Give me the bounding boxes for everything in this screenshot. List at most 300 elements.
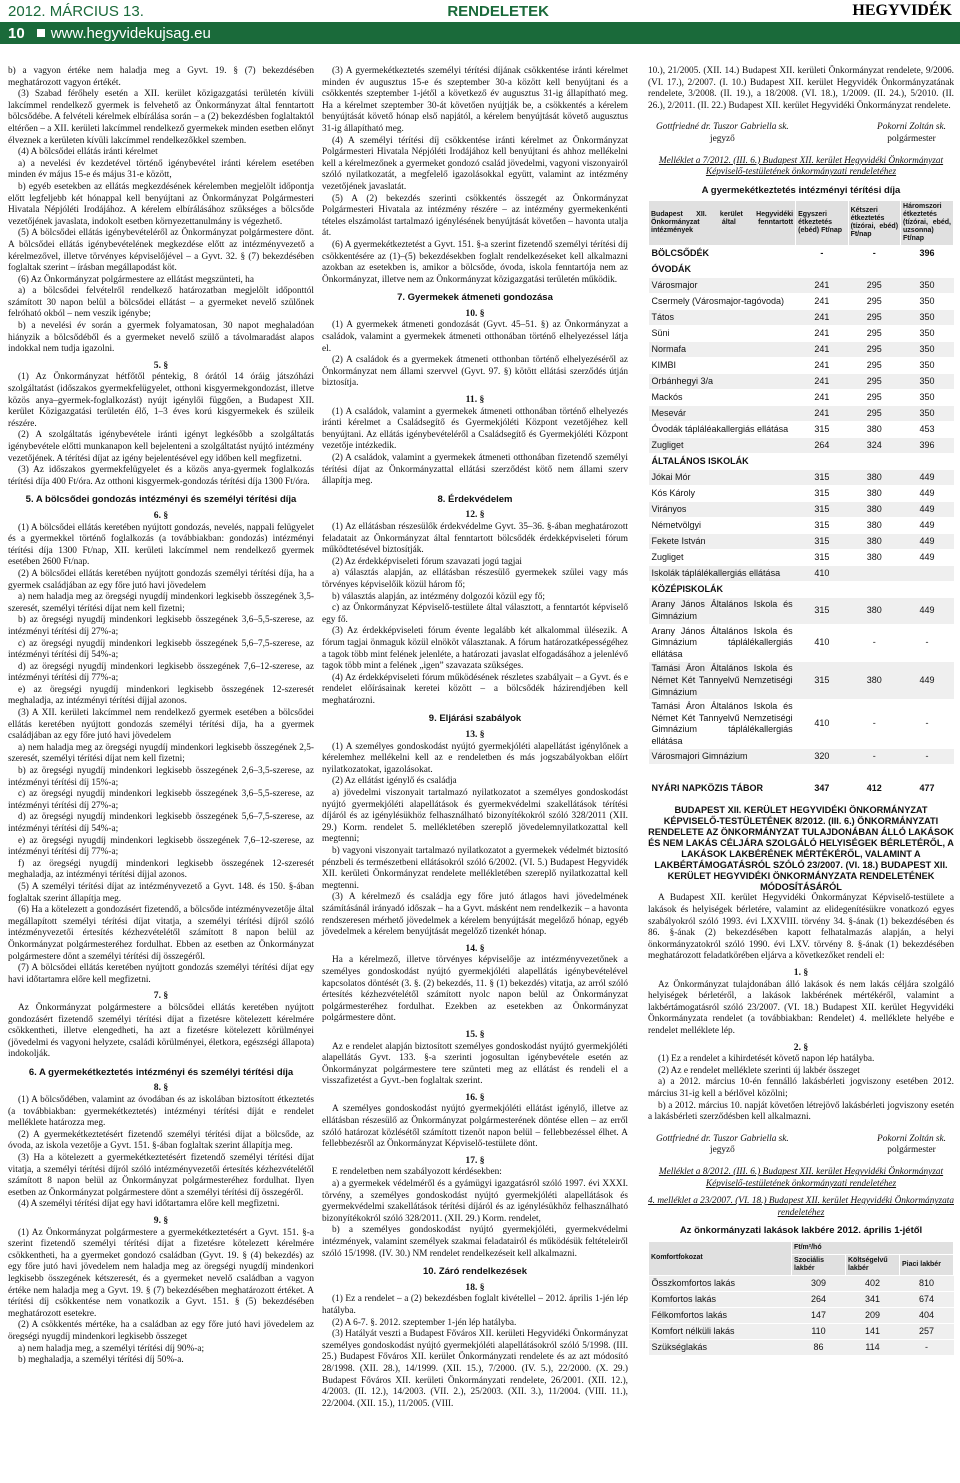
cell-value: 350 <box>901 326 954 342</box>
decree-title: BUDAPEST XII. KERÜLET HEGYVIDÉKI ÖNKORMÁNYZAT KÉPVISELŐ-TESTÜLETÉNEK 8/2012. (III. 6.) ÖNKORMÁNYZATI RENDELETE AZ ÖNKORMÁNYZAT TULAJDONÁBAN ÁLLÓ LAKÁSOK ÉS NEM LAKÁS CÉLJÁRA SZOLGÁLÓ HELYISÉGEK BÉRLETÉRŐL, A LAKÁSOK LAKBÉRÉNEK MÉRTÉKÉRŐL, VALAMINT A LAKBÉRTÁMOGATÁSRÓL SZÓLÓ 23/2007. (VI. 18.) BUDAPEST XII. KERÜLET HEGYVIDÉKI ÖNKORMÁNYZATA RENDELETÉNEK MÓDOSÍTÁSÁRÓL <box>648 805 954 893</box>
cell-value: 350 <box>901 374 954 390</box>
row-label: Tátos <box>649 310 796 326</box>
paragraph: Az Önkormányzat tulajdonában álló lakások és nem lakás céljára szolgáló helyiségek bérletéről, a lakások lakbérének mértékéről, valamint a lakbértámogatásról szóló 23/2007. (VI. 18.) Budapest XII. kerület Hegyvidéki Önkormányzata rendelet (a továbbiakban: Rendelet) 4. melléklete helyébe e rendelet melléklete lép. <box>648 979 954 1036</box>
cell-value: 412 <box>848 781 900 797</box>
notary-name: Gottfriedné dr. Tuszor Gabriella sk. <box>656 1133 789 1144</box>
paragraph: (3) A gyermekétkeztetés személyi térítési díjának csökkentése iránti kérelmet minden év augusztus 15-e és szeptember 30-a között kell benyújtani és a csökkentés szeptember 1-jétől a következő év augusztus 31-ig állapítható meg. Ha a kérelmet szeptember 30-át követően nyújtják be, a csökkentés a kérelem benyújtását követő hónap első napjától, a kérelem benyújtását követő augusztus 31-ig állapítható meg. <box>322 66 628 134</box>
paragraph: (2) Az e rendelet melléklete szerinti új lakbér összeget <box>658 1065 860 1076</box>
paragraph: b) a nevelési év során a gyermek folyamatosan, 30 napot meghaladóan hiányzik a bölcsődéből és a gyermeket nevelő szülő a távolmaradást alapos indokkal nem tudja igazolni. <box>8 321 314 355</box>
cell-value: 295 <box>848 342 900 358</box>
section-number: 12. § <box>465 509 485 521</box>
cell-value: 315 <box>796 502 848 518</box>
cell-value: 449 <box>901 502 954 518</box>
section-number: 18. § <box>465 1281 485 1293</box>
cell-value: - <box>901 749 954 765</box>
chapter-heading: 9. Eljárási szabályok <box>428 713 522 725</box>
paragraph: (5) A (2) bekezdés szerinti csökkentés összegét az Önkormányzat Polgármesteri Hivatala az intézmény részére – az intézmény gyermekenkénti tételes elszámolást tartalmazó igénylésének benyújtását követően – havonta utalja át. <box>322 193 628 239</box>
cell-value: 241 <box>796 326 848 342</box>
row-label: Félkomfortos lakás <box>649 1307 792 1323</box>
paragraph: Ha a kérelmező, illetve törvényes képviselője az intézményvezetőnek a személyes gondoskodást nyújtó gyermekjóléti alapellátás igénybevételével kapcsolatos döntését (3. §. (2) bekezdés, 11. § (1) bekezdés) vitatja, az arról szóló értesítés kézhezvételétől számított nyolc napon belül az Önkormányzat polgármesteréhez fordulhat. Ezekben az esetekben az Önkormányzat polgármestere dönt. <box>322 955 628 1024</box>
row-label: KIMBI <box>649 358 796 374</box>
cell-value: 380 <box>848 470 900 486</box>
row-label <box>649 765 796 781</box>
cell-value <box>796 262 848 278</box>
paragraph: b) a 2012. március 10. napját követően létrejövő lakásbérleti jogviszony esetén a lakásbérleti szerződésben kell alkalmazni. <box>648 1100 954 1123</box>
table-row <box>649 566 954 582</box>
paragraph: (1) A bölcsődében, valamint az óvodában és az iskolában biztosított étkeztetés (a továbbiakban: gyermekétkeztetés) intézményi térítési díját e rendelet melléklete határozza meg. <box>8 1095 314 1129</box>
row-label: Komfort nélküli lakás <box>649 1323 792 1339</box>
cell-value: 810 <box>900 1275 954 1291</box>
paragraph: a) nem haladja meg, a személyi térítési díj 90%-a; <box>18 1343 205 1354</box>
chapter-heading: 6. A gyermekétkeztetés intézményi és személyi térítési díja <box>28 1066 294 1078</box>
section-number: 5. § <box>153 359 169 371</box>
row-label: Németvölgyi <box>649 518 796 534</box>
cell-value: 477 <box>901 781 954 797</box>
cell-value: 320 <box>796 749 848 765</box>
row-label: Kós Károly <box>649 486 796 502</box>
cell-value <box>901 454 954 470</box>
paragraph: (1) Ez a rendelet a kihirdetését követő napon lép hatályba. <box>658 1054 875 1065</box>
table-row <box>649 550 954 566</box>
cell-value: - <box>848 749 900 765</box>
table-row <box>649 1307 954 1323</box>
table-row <box>649 781 954 797</box>
paragraph: b) a vagyon értéke nem haladja meg a Gyvt. 19. § (7) bekezdésében meghatározott vagyon értékét. <box>8 66 314 88</box>
cell-value <box>848 262 900 278</box>
section-rubric: RENDELETEK <box>447 2 549 20</box>
row-label: Tamási Áron Általános Iskola és Német Két Tannyelvű Nemzetiségi Gimnázium táplálékallergiás ellátása <box>649 700 796 749</box>
paragraph: A személyes gondoskodást nyújtó gyermekjóléti ellátást igénylő, illetve az ellátásban részesülő az Önkormányzat polgármesterének döntése ellen – az erről szóló határozat közlésétől számított tizenöt napon belül – fellebbezéssel élhet. A fellebbezésről az Önkormányzat Képviselő-testülete dönt. <box>322 1104 628 1150</box>
publication-brand: HEGYVIDÉK <box>852 2 952 19</box>
row-label: ÓVODÁK <box>649 262 796 278</box>
chapter-heading: 10. Záró rendelkezések <box>422 1266 528 1278</box>
cell-value: - <box>796 246 848 262</box>
cell-value: 350 <box>901 278 954 294</box>
cell-value: 241 <box>796 390 848 406</box>
paragraph: a) a gyermekek védelméről és a gyámügyi igazgatásról szóló 1997. évi XXXI. törvény, a személyes gondoskodást nyújtó gyermekjóléti alapellátások és gyermekvédelmi szakellátások térítési díjáról és az igénylésükhöz felhasználható bizonyítékokról szóló 328/2011. (XII. 29.) Korm. rendelet, <box>322 1179 628 1224</box>
cell-value: 315 <box>796 422 848 438</box>
paragraph: (6) A gyermekétkeztetést a Gyvt. 151. §-a szerint fizetendő személyi térítési díj csökkentésére az (1)–(5) bekezdésekben foglalt rendelkezéseket kell alkalmazni azokban az esetekben is, amikor a bölcsőde, óvoda, iskola fenntartója nem az Önkormányzat, illetve nem az Önkormányzat közigazgatási területén működik. <box>322 239 628 285</box>
cell-value: 347 <box>796 781 848 797</box>
paragraph: (3) Ha a kötelezett a gyermekétkeztetésért fizetendő személyi térítési díjat vitatja, a személyi térítési díjról szóló intézményvezetői értesítés kézhezvételétől számított 8 napon belül az Önkormányzat polgármesteréhez fordulhat. Ilyen esetben az Önkormányzat polgármestere dönt a személyi térítési díj összegéről. <box>8 1153 314 1198</box>
rent-table-title: Az önkormányzati lakások lakbére 2012. április 1-jétől <box>679 1225 923 1237</box>
table-header-row <box>649 1241 954 1254</box>
paragraph: b) meghaladja, a személyi térítési díj 50%-a. <box>18 1355 184 1366</box>
table-row <box>649 486 954 502</box>
mayor-role: polgármester <box>887 1145 936 1156</box>
notary-role: jegyző <box>709 1145 735 1156</box>
cell-value: 309 <box>792 1275 846 1291</box>
rent-table <box>648 1241 954 1356</box>
cell-value: 147 <box>792 1307 846 1323</box>
table-row <box>649 278 954 294</box>
paragraph: (1) Az ellátásban részesülők érdekvédelme Gyvt. 35–36. §-ában meghatározott feladatait az Önkormányzat által fenntartott bölcsődék érdekképviseleti fórum működtetésével biztosítják. <box>322 521 628 556</box>
cell-value: 380 <box>848 534 900 550</box>
paragraph: b) vagyoni viszonyait tartalmazó nyilatkozatot a gyermekek védelmét biztosító pénzbeli és természetbeni ellátásokról szóló 6/2002. (VI. 5.) Budapest Hegyvidék XII. kerületi Önkormányzat rendelete mellékletében szereplő nyilatkozattal kell megtenni. <box>322 846 628 891</box>
column-2 <box>322 66 628 1410</box>
paragraph: (5) A személyi térítési díjat az intézményvezető a Gyvt. 148. és 150. §-ában foglaltak szerint állapítja meg. <box>8 881 314 904</box>
cell-value <box>901 262 954 278</box>
paragraph: (1) Az Önkormányzat hétfőtől péntekig, 8 órától 14 óráig játszóházi szolgáltatást (időszakos gyermekfelügyelet, otthoni kisgyermekgondozást, illetve közös anya–gyermek-foglalkozást) nyújt igénylői függően, a Budapest XII. kerület Közigazgatási területén élő, 1–3 éves korú kisgyermekek és szüleik részére. <box>8 372 314 429</box>
cell-value: 410 <box>796 566 848 582</box>
paragraph: (3) Hatályát veszti a Budapest Főváros XII. kerületi Hegyvidéki Önkormányzat személyes gondoskodást nyújtó gyermekjóléti alapellátásokról szóló 5/1998. (III. 25.) Budapest Főváros XII. kerület Önkormányzati rendelete és az azt módosító 28/1998. (XII. 28.), 14/1999. (XII. 15.), 7/2000. (IV. 5.), 22/2000. (X. 29.) Budapest Főváros XII. kerületi Önkormányzati rendelete, 26/2001. (XII. 12.), 4/2003. (II. 12.), 14/2003. (VII. 2.), 25/2003. (XII. 3.), 11/2004. (VIII. 11.), 22/2004. (XII. 15.), 11/2005. (VIII. <box>322 1329 628 1409</box>
paragraph: f) az öregségi nyugdíj mindenkori legkisebb összegének 12-szeresét meghaladja, az intézményi térítési díjjal azonos. <box>8 858 314 881</box>
table-row <box>649 518 954 534</box>
cell-value: 264 <box>796 438 848 454</box>
paragraph: (4) A személyi térítési díj csökkentése iránti kérelmet az Önkormányzat Polgármesteri Hivatala Népjóléti Irodájához kell benyújtani és ahhoz mellékelni kell a kérelmezőnek a gyermeket gondozó család jövedelmi, vagyoni viszonyairól szóló nyilatkozatát, a megfelelő igazolásokkal együtt, valamint az intézmény vezetőjének javaslatát. <box>322 135 628 192</box>
paragraph: (3) Az érdekképviseleti fórum évente legalább két alkalommal ülésezik. A fórum tagjai önmaguk közül elnököt választanak. A fórum határozatképességéhez a tagok több mint felének jelenléte, a határozati javaslat elfogadásához a jelenlévő tagok több mint a felének „igen” szavazata szükséges. <box>322 626 628 672</box>
header-bottom-bar <box>0 22 960 44</box>
row-label: Arany János Általános Iskola és Gimnázium táplálékallergiás ellátása <box>649 624 796 662</box>
cell-value: 315 <box>796 662 848 700</box>
column-1 <box>8 66 314 1367</box>
cell-value: 402 <box>846 1275 900 1291</box>
section-number: 9. § <box>153 1215 169 1226</box>
cell-value: 86 <box>792 1339 846 1355</box>
paragraph: (6) Az Önkormányzat polgármestere az ellátást megszünteti, ha <box>18 274 254 285</box>
cell-value: 295 <box>848 374 900 390</box>
row-label: ÁLTALÁNOS ISKOLÁK <box>649 454 796 470</box>
cell-value: 350 <box>901 390 954 406</box>
row-label: KÖZÉPISKOLÁK <box>649 582 796 598</box>
table-row <box>649 534 954 550</box>
signature-block-1 <box>656 122 946 145</box>
section-number: 14. § <box>465 942 485 954</box>
cell-value: 350 <box>901 406 954 422</box>
meal-fee-table-title: A gyermekétkeztetés intézményi térítési díja <box>701 184 901 196</box>
paragraph: (1) A gyermekek átmeneti gondozását (Gyvt. 45–51. §) az Önkormányzat a családok, valamint a gyermekek átmeneti otthonában történő elhelyezéssel látja el. <box>322 320 628 354</box>
cell-value: 114 <box>846 1339 900 1355</box>
cell-value: - <box>848 246 900 262</box>
meal-fee-table <box>648 200 954 797</box>
cell-value: 380 <box>848 550 900 566</box>
annex-title-1: Melléklet a 7/2012. (III. 6.) Budapest XII. kerület Hegyvidéki Önkormányzat Képviselő-testületének önkormányzati rendeletéhez <box>658 155 944 178</box>
cell-value: 295 <box>848 326 900 342</box>
page-number: 10 <box>8 24 25 42</box>
cell-value: 264 <box>792 1291 846 1307</box>
paragraph: (1) A személyes gondoskodást nyújtó gyermekjóléti alapellátást igénylőnek a kérelemhez mellékelni kell az e rendeletben és más jogszabályokban előírt nyilatkozatokat, igazolásokat. <box>322 741 628 775</box>
table-row <box>649 422 954 438</box>
paragraph: d) az öregségi nyugdíj mindenkori legkisebb összegének 7,6–12-szerese, az intézményi térítési díj 77%-a; <box>8 661 314 684</box>
cell-value <box>848 765 900 781</box>
row-label: Orbánhegyi 3/a <box>649 374 796 390</box>
cell-value: 295 <box>848 278 900 294</box>
table-row <box>649 1323 954 1339</box>
paragraph: (1) Az Önkormányzat polgármestere a gyermekétkeztetésért a Gyvt. 151. §-a szerint fizetendő személyi térítési díjat a fizetésre kötelezett kérelmére csökkentheti, ha a gyermeket gondozó családban (Gyvt. 19. § (4) bekezdés) az egy főre jutó havi jövedelem nem haladja meg az öregségi nyugdíj mindenkori legkisebb összegének kétszeresét, és a gyermeket nevelő családban a vagyon értéke nem haladja meg a Gyvt. 19. § (7) bekezdésében meghatározott értéket. A térítési díj csökkentése nem vonatkozik a Gyvt. 151. § (5) bekezdésében meghatározott esetekre. <box>8 1227 314 1319</box>
cell-value: 324 <box>848 438 900 454</box>
cell-value: 141 <box>846 1323 900 1339</box>
square-bullet-icon <box>37 29 45 37</box>
row-label: Szükséglakás <box>649 1339 792 1355</box>
cell-value: 380 <box>848 486 900 502</box>
cell-value: 209 <box>846 1307 900 1323</box>
paragraph: b) az öregségi nyugdíj mindenkori legkisebb összegének 2,6–3,5-szerese, az intézményi térítési díj 15%-a; <box>8 766 314 788</box>
table-row <box>649 765 954 781</box>
annex-title-3: 4. melléklet a 23/2007. (VI. 18.) Budapest XII. kerület Hegyvidéki Önkormányzata rendeletéhez <box>648 1196 954 1218</box>
row-label: BÖLCSŐDÉK <box>649 246 796 262</box>
table-header-row <box>649 201 954 246</box>
paragraph: a) a bölcsődei felvételről rendelkező határozatban megjelölt időponttól számított 30 napon belül a bölcsődei ellátást – a gyermeket nevelő szülőnek felróható okból – nem veszik igénybe; <box>8 286 314 320</box>
row-label: Mesevár <box>649 406 796 422</box>
cell-value: - <box>848 700 900 749</box>
cell-value: 449 <box>901 486 954 502</box>
cell-value: - <box>900 1339 954 1355</box>
cell-value: 315 <box>796 534 848 550</box>
cell-value <box>848 454 900 470</box>
paragraph: (2) A bölcsődei ellátás keretében nyújtott gondozás személyi térítési díja, ha a gyermek családjában az egy főre jutó havi jövedelem <box>8 568 314 591</box>
chapter-heading: 5. A bölcsődei gondozás intézményi és személyi térítési díja <box>25 494 297 506</box>
section-number: 16. § <box>465 1091 485 1103</box>
paragraph: (4) A személyi térítési díjat egy havi időtartamra előre kell megfizetni. <box>18 1199 280 1210</box>
paragraph: Az e rendelet alapján biztosított személyes gondoskodást nyújtó gyermekjóléti alapellátás Gyvt. 133. §-a szerinti jogosultan igénybevétele esetén az Önkormányzat polgármestere tere szünteti meg az ellátást és rendeli el a visszafizetést a Gyvt.-ben foglaltak szerint. <box>322 1041 628 1087</box>
section-number: 7. § <box>153 990 169 1002</box>
table-row <box>649 358 954 374</box>
cell-value <box>848 582 900 598</box>
row-label: Jókai Mór <box>649 470 796 486</box>
row-label: Mackós <box>649 390 796 406</box>
row-label: Városmajori Gimnázium <box>649 749 796 765</box>
paragraph: b) a személyes gondoskodást nyújtó gyermekjóléti, gyermekvédelmi intézmények, valamint személyek szakmai feladatairól és működésük feltételeiről szóló 15/1998. (IV. 30.) NM rendelet rendelkezéseit kell alkalmazni. <box>322 1225 628 1259</box>
cell-value: 449 <box>901 518 954 534</box>
paragraph: b) egyéb esetekben az ellátás megkezdésének kérelemben megjelölt időpontja előtt legfeljebb két hónappal kell benyújtani az Önkormányzat Polgármesteri Hivatala Népjóléti Irodájához. A kérelem elbírálásához szükséges a bölcsőde vezetőjének javaslata, indokolt esetben környezettanulmány is végezhető. <box>8 181 314 227</box>
section-number: 17. § <box>465 1154 485 1166</box>
paragraph: c) az öregségi nyugdíj mindenkori legkisebb összegének 5,6–7,5-szerese, az intézményi térítési díj 54%-a; <box>8 638 314 661</box>
page-header <box>0 0 960 48</box>
cell-value: 380 <box>848 422 900 438</box>
paragraph: (2) A 6-7. §. 2012. szeptember 1-jén lép hatályba. <box>332 1317 517 1328</box>
column-header: Szociális lakbér <box>792 1254 846 1275</box>
cell-value: 396 <box>901 438 954 454</box>
cell-value <box>796 765 848 781</box>
table-row <box>649 598 954 624</box>
row-label: Óvodák tápláléakallergiás ellátása <box>649 422 796 438</box>
paragraph: a) nem haladja meg az öregségi nyugdíj mindenkori legkisebb összegének 3,5-szeresét, személyi térítési díjat nem kell fizetni; <box>8 592 314 614</box>
cell-value: 315 <box>796 598 848 624</box>
cell-value: - <box>901 624 954 662</box>
row-label: Zugliget <box>649 550 796 566</box>
column-header: Komfortfokozat <box>649 1241 792 1275</box>
paragraph: c) az Önkormányzat Képviselő-testülete által választott, a fenntartót képviselő egy fő. <box>322 603 628 625</box>
table-row <box>649 262 954 278</box>
column-header: Költségelvű lakbér <box>846 1254 900 1275</box>
section-number: 13. § <box>465 729 485 741</box>
row-label: Komfortos lakás <box>649 1291 792 1307</box>
table-row <box>649 374 954 390</box>
section-number: 11. § <box>465 394 485 406</box>
mayor-role: polgármester <box>887 133 936 144</box>
cell-value: 449 <box>901 550 954 566</box>
cell-value: 396 <box>901 246 954 262</box>
table-row <box>649 1275 954 1291</box>
section-number: 8. § <box>153 1082 169 1094</box>
table-row <box>649 1291 954 1307</box>
cell-value: 341 <box>846 1291 900 1307</box>
paragraph: (3) A XII. kerületi lakcímmel nem rendelkező gyermek esetében a bölcsődei ellátás keretében nyújtott gondozás személyi térítési díja, ha a gyermek családjában az egy főre jutó havi jövedelem <box>8 708 314 742</box>
paragraph: A Budapest XII. kerület Hegyvidéki Önkormányzat Képviselő-testülete a lakások és helyiségek bérletére, valamint az elidegenítésükre vonatkozó egyes szabályokról szóló 1993. évi LXXVIII. törvény 34. §-ának (1) bekezdésében és 86. §-ának (2) bekezdésében kapott felhatalmazás alapján, a helyi önkormányzatokról szóló 1990. évi LXV. törvény 8. §-ának (1) bekezdésében meghatározott feladatkörében eljárva a következőket rendeli el: <box>648 893 954 962</box>
mayor-name: Pokorni Zoltán sk. <box>877 1133 946 1144</box>
paragraph: (1) A bölcsődei ellátás keretében nyújtott gondozás, nevelés, nappali felügyelet és a gyermekkel történő foglalkozás (a továbbiakban: gondozás) intézményi térítési díja 1300 Ft/nap, XII. kerületi lakcímmel nem rendelkező gyermek esetében 2600 Ft/nap. <box>8 522 314 568</box>
issue-date: 2012. MÁRCIUS 13. <box>8 2 144 20</box>
paragraph: (3) Az időszakos gyermekfelügyelet és a közös anya-gyermek foglalkozás térítési díja 400 Ft/óra. Az otthoni kisgyermek-gondozás térítési díja 1300 Ft/óra. <box>8 465 314 487</box>
column-header: Budapest XII. kerület Hegyvidéki Önkormányzat által fenntartott intézmények <box>649 201 796 246</box>
cell-value: 404 <box>900 1307 954 1323</box>
cell-value: 315 <box>796 470 848 486</box>
paragraph: (2) A szolgáltatás igénybevétele iránti igényt legkésőbb a szolgáltatás igénybevétele előtti munkanapon kell bejelenteni a szolgáltatást nyújtó intézmény vezetőjének. A térítési díjat az igény bejelentésével egy időben kell megfizetni. <box>8 430 314 464</box>
table-row <box>649 662 954 700</box>
paragraph: a) nem haladja meg az öregségi nyugdíj mindenkori legkisebb összegének 2,5-szeresét, személyi térítési díjat nem kell fizetni; <box>8 742 314 765</box>
paragraph: Az Önkormányzat polgármestere a bölcsődei ellátás keretében nyújtott gondozásért fizetendő személyi térítési díjat a fizetésre kötelezett kérelmére csökkentheti, illetve elengedheti, ha azt a fizetésre kötelezett körülményei (jövedelmi és vagyoni helyzete, családi körülményei, életkora, egészségi állapota) indokolják. <box>8 1002 314 1060</box>
table-row <box>649 246 954 262</box>
paragraph: e) az öregségi nyugdíj mindenkori legkisebb összegének 7,6–12-szerese, az intézményi térítési díj 77%-a; <box>8 835 314 858</box>
cell-value: 674 <box>900 1291 954 1307</box>
cell-value: 380 <box>848 518 900 534</box>
cell-value: 350 <box>901 342 954 358</box>
paragraph: b) az öregségi nyugdíj mindenkori legkisebb összegének 3,6–5,5-szerese, az intézményi térítési díj 27%-a; <box>8 615 314 637</box>
paragraph: (2) A gyermekétkeztetésért fizetendő személyi térítési díjat a bölcsőde, az óvoda, az iskola vezetője a Gyvt. 151. §-ában foglaltak szerint állapítja meg. <box>8 1129 314 1152</box>
signature-block-2 <box>656 1134 946 1157</box>
cell-value: 241 <box>796 358 848 374</box>
table-row <box>649 624 954 662</box>
row-label: Városmajor <box>649 278 796 294</box>
table-row <box>649 342 954 358</box>
chapter-heading: 8. Érdekvédelem <box>437 493 513 505</box>
row-label: Zugliget <box>649 438 796 454</box>
table-row <box>649 406 954 422</box>
section-number: 2. § <box>793 1041 809 1053</box>
cell-value: 315 <box>796 486 848 502</box>
cell-value: 449 <box>901 534 954 550</box>
cell-value: 350 <box>901 358 954 374</box>
paragraph: (1) Ez a rendelet – a (2) bekezdésben foglalt kivétellel – 2012. április 1-jén lép hatályba. <box>322 1294 628 1316</box>
row-label: Tamási Áron Általános Iskola és Német Két Tannyelvű Nemzetiségi Gimnázium <box>649 662 796 700</box>
table-row <box>649 390 954 406</box>
row-label: Arany János Általános Iskola és Gimnázium <box>649 598 796 624</box>
table-row <box>649 502 954 518</box>
table-row <box>649 1339 954 1355</box>
row-label: NYÁRI NAPKÖZIS TÁBOR <box>649 781 796 797</box>
cell-value: 449 <box>901 470 954 486</box>
paragraph: E rendeletben nem szabályozott kérdésekben: <box>332 1167 502 1178</box>
column-header: Egyszeri étkeztetés (ebéd) Ft/nap <box>796 201 848 246</box>
cell-value <box>848 566 900 582</box>
column-3 <box>648 66 954 1356</box>
paragraph: (4) A bölcsődei ellátás iránti kérelmet <box>18 147 158 158</box>
paragraph: a) választás alapján, az ellátásban részesülő gyermekek szülei vagy más törvényes képviselőik közül három fő; <box>322 568 628 590</box>
cell-value: 350 <box>901 310 954 326</box>
section-number: 1. § <box>793 967 809 979</box>
table-row <box>649 294 954 310</box>
cell-value <box>796 454 848 470</box>
paragraph: (3) A kérelmező és családja egy főre jutó átlagos havi jövedelmének számításánál irányadó időszak – ha a Gyvt. másként nem rendelkezik – a havonta rendszeresen mérhető jövedelmek a kérelem benyújtását megelőző hónap, egyéb jövedelmek a kérelem benyújtását megelőző tizenkét hónap. <box>322 892 628 938</box>
paragraph: a) a nevelési év kezdetével történő igénybevétel iránti kérelem esetében minden év május 15-e és május 31-e között, <box>8 158 314 181</box>
notary-role: jegyző <box>709 133 735 144</box>
paragraph: d) az öregségi nyugdíj mindenkori legkisebb összegének 5,6–7,5-szerese, az intézményi térítési díj 54%-a; <box>8 812 314 834</box>
table-row <box>649 454 954 470</box>
paragraph: a) a 2012. március 10-én fennálló lakásbérleti jogviszony esetében 2012. március 31-ig kell a bérlővel közölni; <box>648 1077 954 1099</box>
cell-value: 315 <box>796 550 848 566</box>
cell-value: 241 <box>796 294 848 310</box>
paragraph: (7) A bölcsődei ellátás keretében nyújtott gondozás személyi térítési díjat egy havi időtartamra előre kell megfizetni. <box>8 963 314 985</box>
cell-value <box>796 582 848 598</box>
row-label: Összkomfortos lakás <box>649 1275 792 1291</box>
paragraph: (4) Az érdekképviseleti fórum működésének részletes szabályait – a Gyvt. és e rendelet előírásainak keretei között – a bölcsődék házirendjében kell meghatározni. <box>322 672 628 706</box>
section-number: 15. § <box>465 1028 485 1040</box>
cell-value: 410 <box>796 700 848 749</box>
paragraph: (6) Ha a kötelezett a gondozásért fizetendő, a bölcsőde intézményvezetője által megállapított személyi térítési díjat vitatja, a személyi térítési díjról szóló intézményvezetői értesítés kézhezvételétől számított 8 napon belül az Önkormányzat polgármesteréhez fordulhat. Ebben az esetben az Önkormányzat polgármestere dönt a személyi térítési díj összegéről. <box>8 905 314 962</box>
cell-value: 380 <box>848 502 900 518</box>
paragraph: a) jövedelmi viszonyait tartalmazó nyilatkozatot a személyes gondoskodást nyújtó gyermekjóléti alapellátások és gyermekvédelmi szakellátások térítési díjáról és az igénylésükhöz felhasználható bizonyítékokról szóló 328/2011 (XII. 29.) Korm. rendelet 5. mellékletében szereplő jövedelemnyilatkozattal kell megtenni; <box>322 788 628 845</box>
cell-value: 449 <box>901 598 954 624</box>
cell-value: 350 <box>901 294 954 310</box>
table-row <box>649 582 954 598</box>
cell-value: 315 <box>796 518 848 534</box>
row-label: Csermely (Városmajor-tagóvoda) <box>649 294 796 310</box>
cell-value: 453 <box>901 422 954 438</box>
section-number: 10. § <box>465 307 485 319</box>
paragraph: (2) A csökkentés mértéke, ha a családban az egy főre jutó havi jövedelem az öregségi nyugdíj mindenkori legkisebb összeget <box>8 1320 314 1342</box>
table-row <box>649 700 954 749</box>
cell-value: 449 <box>901 662 954 700</box>
cell-value: 295 <box>848 294 900 310</box>
paragraph: c) az öregségi nyugdíj mindenkori legkisebb összegének 3,6–5,5-szerese, az intézményi térítési díj 27%-a; <box>8 789 314 811</box>
cell-value: 241 <box>796 278 848 294</box>
repeal-list-continued: 10.), 21/2005. (XII. 14.) Budapest XII. kerületi Önkormányzat rendelete, 9/2006. (VI. 17.), 2/2007. (I. 10.) Budapest XII. kerület Hegyvidék Önkormányzatának rendelete, 3/2008. (II. 19.), a 18/2008. (VI. 18.), 1/2009. (II. 24.), 5/2010. (II. 26.), 2/2011. (II. 22.) Budapest XII. kerület Hegyvidéki Önkormányzat rendelete. <box>648 66 954 111</box>
table-row <box>649 438 954 454</box>
cell-value: 257 <box>900 1323 954 1339</box>
row-label: Fekete István <box>649 534 796 550</box>
paragraph: b) választás alapján, az intézmény dolgozói közül egy fő; <box>332 591 545 602</box>
chapter-heading: 7. Gyermekek átmeneti gondozása <box>397 292 553 304</box>
decree-body <box>648 893 954 1123</box>
website-link[interactable]: www.hegyvidekujsag.eu <box>50 24 211 42</box>
paragraph: (2) Az ellátást igénylő és családja <box>332 776 457 787</box>
cell-value: 241 <box>796 406 848 422</box>
row-label: Normafa <box>649 342 796 358</box>
column-header: Háromszori étkeztetés (tízórai, ebéd, uzsonna) Ft/nap <box>901 201 954 246</box>
unit-header: Ft/m²/hó <box>792 1241 954 1254</box>
header-top-bar <box>0 0 960 22</box>
row-label: Süni <box>649 326 796 342</box>
section-number: 6. § <box>153 509 169 521</box>
cell-value <box>901 765 954 781</box>
column-header: Kétszeri étkeztetés (tízórai, ebéd) Ft/nap <box>848 201 900 246</box>
mayor-name: Pokorni Zoltán sk. <box>877 122 946 133</box>
annex-title-2: Melléklet a 8/2012. (III. 6.) Budapest XII. kerület Hegyvidéki Önkormányzat Képviselő-testületének önkormányzati rendeletéhez <box>658 1166 944 1189</box>
paragraph: (1) A családok, valamint a gyermekek átmeneti otthonában történő elhelyezés iránti kérelmet a Családsegítő és Gyermekjóléti Központ vezetőjéhez kell benyújtani. Az ellátás igénybevételéről a Családsegítő és Gyermekjóléti Központ vezetője intézkedik. <box>322 406 628 452</box>
table-row <box>649 470 954 486</box>
cell-value: - <box>848 624 900 662</box>
cell-value: 380 <box>848 598 900 624</box>
table-row <box>649 326 954 342</box>
cell-value: 295 <box>848 406 900 422</box>
table-row <box>649 310 954 326</box>
table-row <box>649 749 954 765</box>
cell-value <box>901 566 954 582</box>
notary-name: Gottfriedné dr. Tuszor Gabriella sk. <box>656 122 789 133</box>
row-label: Virányos <box>649 502 796 518</box>
paragraph: (2) Az érdekképviseleti fórum szavazati jogú tagjai <box>332 556 522 567</box>
cell-value: 295 <box>848 358 900 374</box>
cell-value: 295 <box>848 310 900 326</box>
paragraph: (2) A családok és a gyermekek átmeneti otthonban történő elhelyezéséről az Önkormányzat nem állami szervvel (Gyvt. 97. §) kötött ellátási szerződés útján biztosítja. <box>322 355 628 389</box>
column-header: Piaci lakbér <box>900 1254 954 1275</box>
row-label: Iskolák táplálékallergiás ellátása <box>649 566 796 582</box>
cell-value: - <box>901 700 954 749</box>
cell-value: 241 <box>796 342 848 358</box>
paragraph: (3) Szabad férőhely esetén a XII. kerület közigazgatási területén kívüli lakcímmel rendelkező gyermek is felvehető az Önkormányzat által fenntartott bölcsődébe. A felvételi kérelmek elbírálása során – a (2) bekezdésben foglaltaktól eltérően – a XII. kerületi lakcímmel rendelkező gyermekek minden esetben előnyt élveznek a kerületen kívüli lakcímmel rendelkezőkkel szemben. <box>8 89 314 146</box>
cell-value: 110 <box>792 1323 846 1339</box>
cell-value: 241 <box>796 310 848 326</box>
